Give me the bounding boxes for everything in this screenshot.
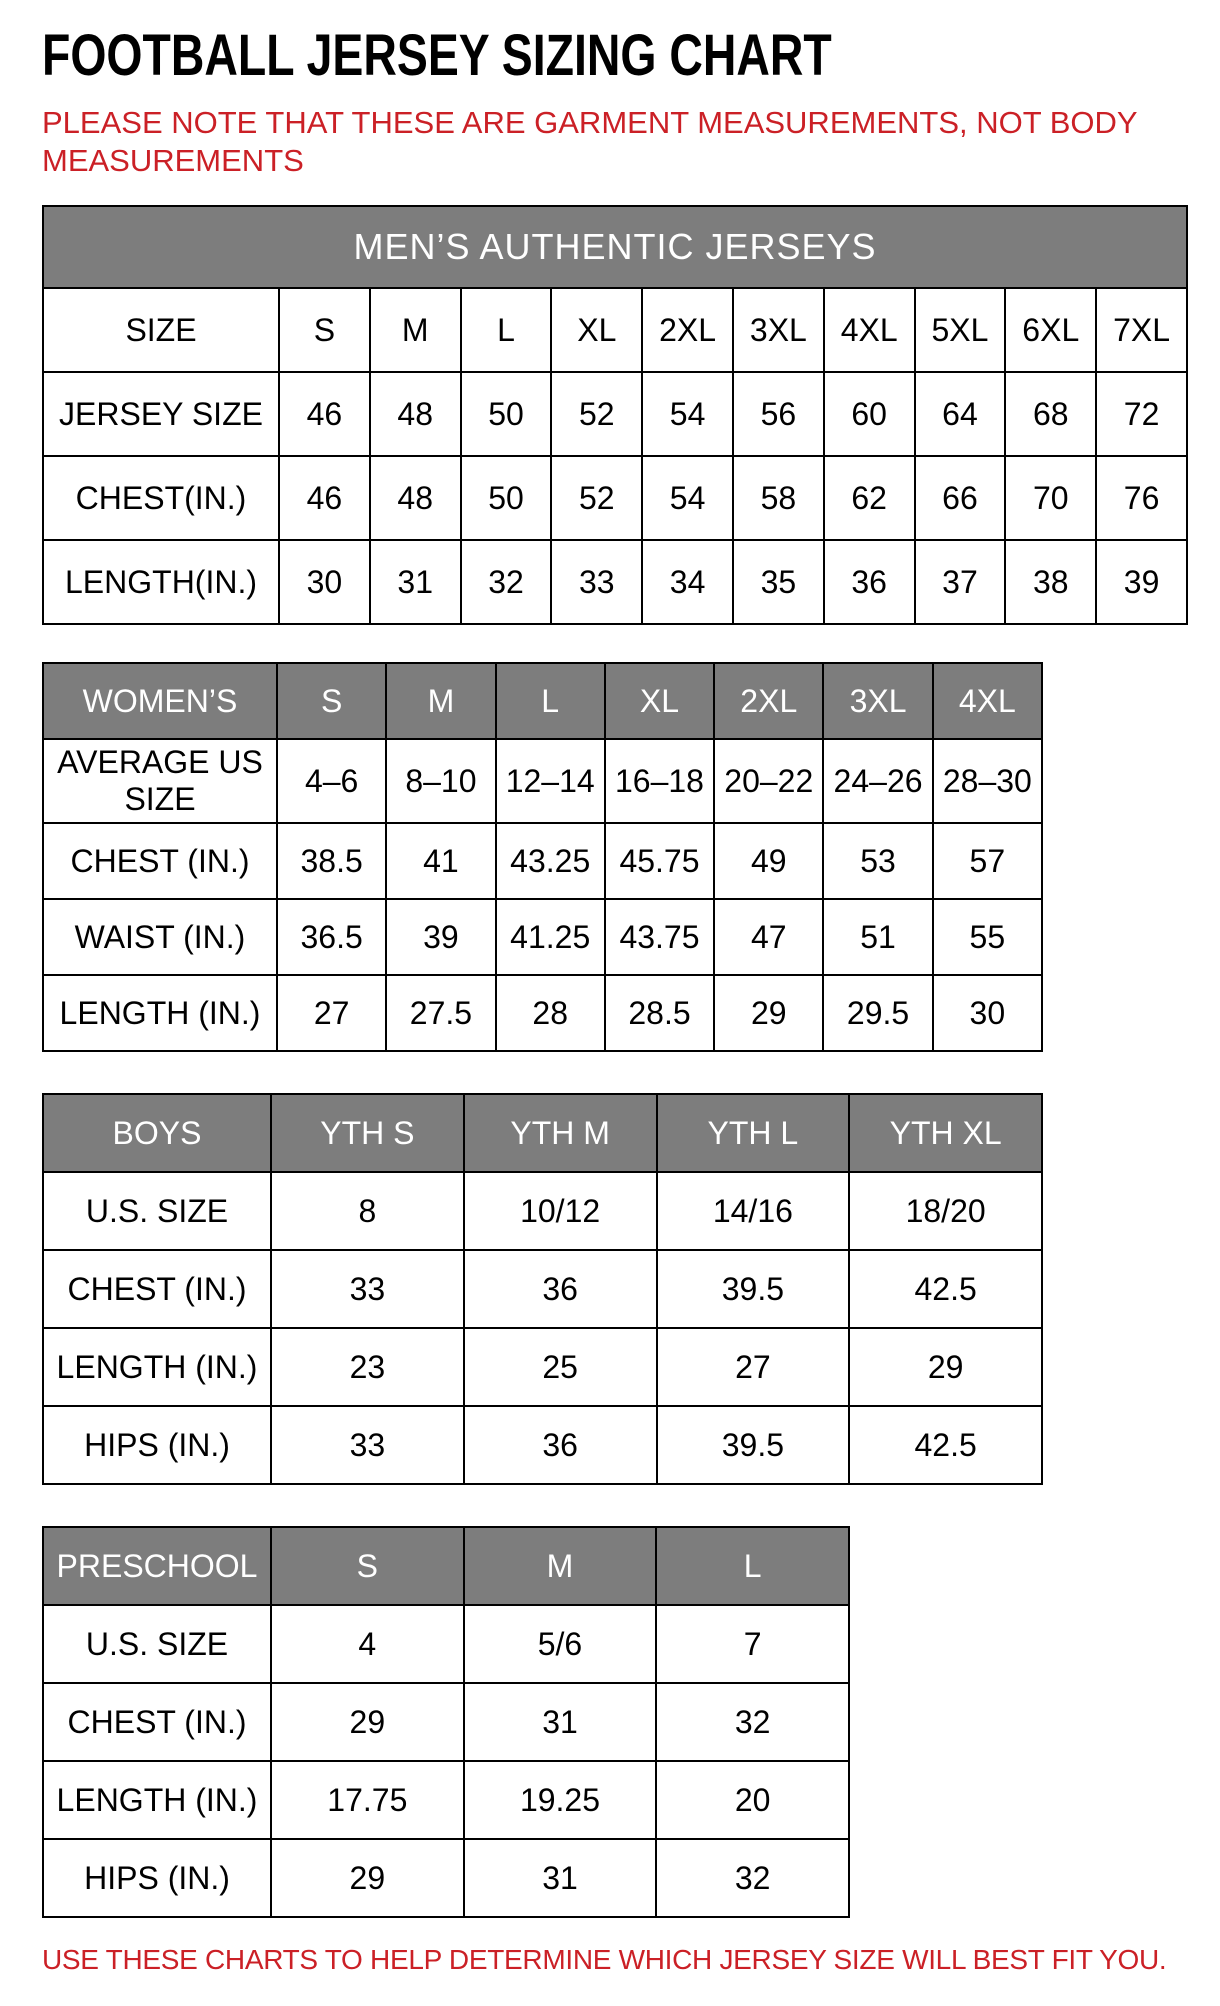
column-header-cell: YTH S: [271, 1094, 464, 1172]
value-cell: 36: [464, 1406, 657, 1484]
value-cell: 68: [1005, 372, 1096, 456]
table-title-cell: BOYS: [43, 1094, 271, 1172]
value-cell: 50: [461, 372, 552, 456]
row-label-cell: CHEST (IN.): [43, 1250, 271, 1328]
value-cell: 37: [915, 540, 1006, 624]
mens-table-body: [43, 206, 1187, 624]
table-row: [43, 288, 1187, 372]
value-cell: 36: [824, 540, 915, 624]
table-row: [43, 1839, 849, 1917]
value-cell: 7: [656, 1605, 849, 1683]
value-cell: 12–14: [496, 739, 605, 823]
value-cell: 8–10: [386, 739, 495, 823]
value-cell: 33: [271, 1250, 464, 1328]
value-cell: 27: [277, 975, 386, 1051]
table-row: [43, 540, 1187, 624]
value-cell: 43.75: [605, 899, 714, 975]
value-cell: 18/20: [849, 1172, 1042, 1250]
column-header-cell: L: [656, 1527, 849, 1605]
value-cell: 41.25: [496, 899, 605, 975]
value-cell: 29: [271, 1683, 464, 1761]
table-title-cell: PRESCHOOL: [43, 1527, 271, 1605]
value-cell: 4: [271, 1605, 464, 1683]
value-cell: 32: [461, 540, 552, 624]
value-cell: 39.5: [657, 1250, 850, 1328]
column-header-cell: S: [277, 663, 386, 739]
value-cell: 54: [642, 372, 733, 456]
table-row: [43, 1406, 1042, 1484]
table-row: [43, 1605, 849, 1683]
table-row: [43, 1250, 1042, 1328]
value-cell: 70: [1005, 456, 1096, 540]
row-label-cell: SIZE: [43, 288, 279, 372]
table-row: [43, 1328, 1042, 1406]
value-cell: 25: [464, 1328, 657, 1406]
table-row: [43, 1683, 849, 1761]
row-label-cell: AVERAGE US SIZE: [43, 739, 277, 823]
value-cell: 33: [271, 1406, 464, 1484]
table-row: [43, 823, 1042, 899]
value-cell: 41: [386, 823, 495, 899]
column-header-cell: 3XL: [823, 663, 932, 739]
column-header-cell: S: [271, 1527, 464, 1605]
column-header-cell: YTH M: [464, 1094, 657, 1172]
value-cell: 46: [279, 372, 370, 456]
fit-advice-note: USE THESE CHARTS TO HELP DETERMINE WHICH JERSEY SIZE WILL BEST FIT YOU.: [42, 1944, 1167, 1976]
column-header-cell: 2XL: [714, 663, 823, 739]
value-cell: 2XL: [642, 288, 733, 372]
column-header-cell: YTH XL: [849, 1094, 1042, 1172]
value-cell: 42.5: [849, 1406, 1042, 1484]
value-cell: 27.5: [386, 975, 495, 1051]
table-banner: MEN’S AUTHENTIC JERSEYS: [43, 206, 1187, 288]
value-cell: 24–26: [823, 739, 932, 823]
value-cell: 52: [551, 456, 642, 540]
value-cell: 47: [714, 899, 823, 975]
value-cell: 35: [733, 540, 824, 624]
value-cell: 64: [915, 372, 1006, 456]
column-header-cell: L: [496, 663, 605, 739]
value-cell: 30: [933, 975, 1042, 1051]
value-cell: 5/6: [464, 1605, 657, 1683]
boys-table-body: [43, 1094, 1042, 1484]
womens-table-body: [43, 663, 1042, 1051]
value-cell: 27: [657, 1328, 850, 1406]
value-cell: 48: [370, 456, 461, 540]
row-label-cell: HIPS (IN.): [43, 1406, 271, 1484]
value-cell: S: [279, 288, 370, 372]
value-cell: 62: [824, 456, 915, 540]
value-cell: 10/12: [464, 1172, 657, 1250]
value-cell: 42.5: [849, 1250, 1042, 1328]
value-cell: 29: [849, 1328, 1042, 1406]
garment-measurement-note: PLEASE NOTE THAT THESE ARE GARMENT MEASUREMENTS, NOT BODY MEASUREMENTS: [42, 104, 1138, 178]
value-cell: 50: [461, 456, 552, 540]
value-cell: 45.75: [605, 823, 714, 899]
table-row: [43, 372, 1187, 456]
column-header-cell: XL: [605, 663, 714, 739]
value-cell: 72: [1096, 372, 1187, 456]
value-cell: 60: [824, 372, 915, 456]
value-cell: 28–30: [933, 739, 1042, 823]
row-label-cell: HIPS (IN.): [43, 1839, 271, 1917]
value-cell: 30: [279, 540, 370, 624]
row-label-cell: U.S. SIZE: [43, 1172, 271, 1250]
value-cell: 36: [464, 1250, 657, 1328]
value-cell: 58: [733, 456, 824, 540]
value-cell: 29: [271, 1839, 464, 1917]
value-cell: 3XL: [733, 288, 824, 372]
value-cell: 7XL: [1096, 288, 1187, 372]
value-cell: 4–6: [277, 739, 386, 823]
row-label-cell: JERSEY SIZE: [43, 372, 279, 456]
value-cell: 14/16: [657, 1172, 850, 1250]
value-cell: 51: [823, 899, 932, 975]
value-cell: 5XL: [915, 288, 1006, 372]
table-row: [43, 739, 1042, 823]
row-label-cell: CHEST (IN.): [43, 823, 277, 899]
value-cell: 57: [933, 823, 1042, 899]
row-label-cell: CHEST (IN.): [43, 1683, 271, 1761]
value-cell: 55: [933, 899, 1042, 975]
value-cell: 49: [714, 823, 823, 899]
value-cell: M: [370, 288, 461, 372]
column-header-cell: YTH L: [657, 1094, 850, 1172]
value-cell: 56: [733, 372, 824, 456]
row-label-cell: LENGTH (IN.): [43, 1761, 271, 1839]
table-header-row: [43, 1094, 1042, 1172]
value-cell: 6XL: [1005, 288, 1096, 372]
value-cell: 20–22: [714, 739, 823, 823]
value-cell: 16–18: [605, 739, 714, 823]
row-label-cell: LENGTH (IN.): [43, 975, 277, 1051]
row-label-cell: U.S. SIZE: [43, 1605, 271, 1683]
value-cell: 28.5: [605, 975, 714, 1051]
column-header-cell: 4XL: [933, 663, 1042, 739]
value-cell: 33: [551, 540, 642, 624]
value-cell: 54: [642, 456, 733, 540]
womens-sizing-table: [42, 662, 1043, 1052]
value-cell: 23: [271, 1328, 464, 1406]
boys-sizing-table: [42, 1093, 1043, 1485]
value-cell: 17.75: [271, 1761, 464, 1839]
value-cell: 46: [279, 456, 370, 540]
table-row: [43, 899, 1042, 975]
value-cell: 32: [656, 1839, 849, 1917]
value-cell: 34: [642, 540, 733, 624]
table-header-row: [43, 663, 1042, 739]
value-cell: 38.5: [277, 823, 386, 899]
value-cell: 39.5: [657, 1406, 850, 1484]
column-header-cell: M: [386, 663, 495, 739]
page-title: FOOTBALL JERSEY SIZING CHART: [42, 23, 832, 88]
table-banner-row: [43, 206, 1187, 288]
table-row: [43, 1761, 849, 1839]
row-label-cell: LENGTH(IN.): [43, 540, 279, 624]
value-cell: 53: [823, 823, 932, 899]
value-cell: 38: [1005, 540, 1096, 624]
row-label-cell: WAIST (IN.): [43, 899, 277, 975]
mens-sizing-table: [42, 205, 1188, 625]
value-cell: 31: [370, 540, 461, 624]
value-cell: 36.5: [277, 899, 386, 975]
value-cell: 76: [1096, 456, 1187, 540]
value-cell: 39: [386, 899, 495, 975]
value-cell: 20: [656, 1761, 849, 1839]
value-cell: XL: [551, 288, 642, 372]
value-cell: 31: [464, 1839, 657, 1917]
row-label-cell: CHEST(IN.): [43, 456, 279, 540]
value-cell: L: [461, 288, 552, 372]
value-cell: 19.25: [464, 1761, 657, 1839]
preschool-table-body: [43, 1527, 849, 1917]
column-header-cell: M: [464, 1527, 657, 1605]
table-header-row: [43, 1527, 849, 1605]
table-row: [43, 1172, 1042, 1250]
value-cell: 39: [1096, 540, 1187, 624]
value-cell: 48: [370, 372, 461, 456]
value-cell: 52: [551, 372, 642, 456]
value-cell: 66: [915, 456, 1006, 540]
value-cell: 28: [496, 975, 605, 1051]
table-row: [43, 456, 1187, 540]
value-cell: 31: [464, 1683, 657, 1761]
value-cell: 8: [271, 1172, 464, 1250]
table-title-cell: WOMEN’S: [43, 663, 277, 739]
table-row: [43, 975, 1042, 1051]
value-cell: 4XL: [824, 288, 915, 372]
preschool-sizing-table: [42, 1526, 850, 1918]
row-label-cell: LENGTH (IN.): [43, 1328, 271, 1406]
value-cell: 29.5: [823, 975, 932, 1051]
value-cell: 29: [714, 975, 823, 1051]
value-cell: 43.25: [496, 823, 605, 899]
value-cell: 32: [656, 1683, 849, 1761]
